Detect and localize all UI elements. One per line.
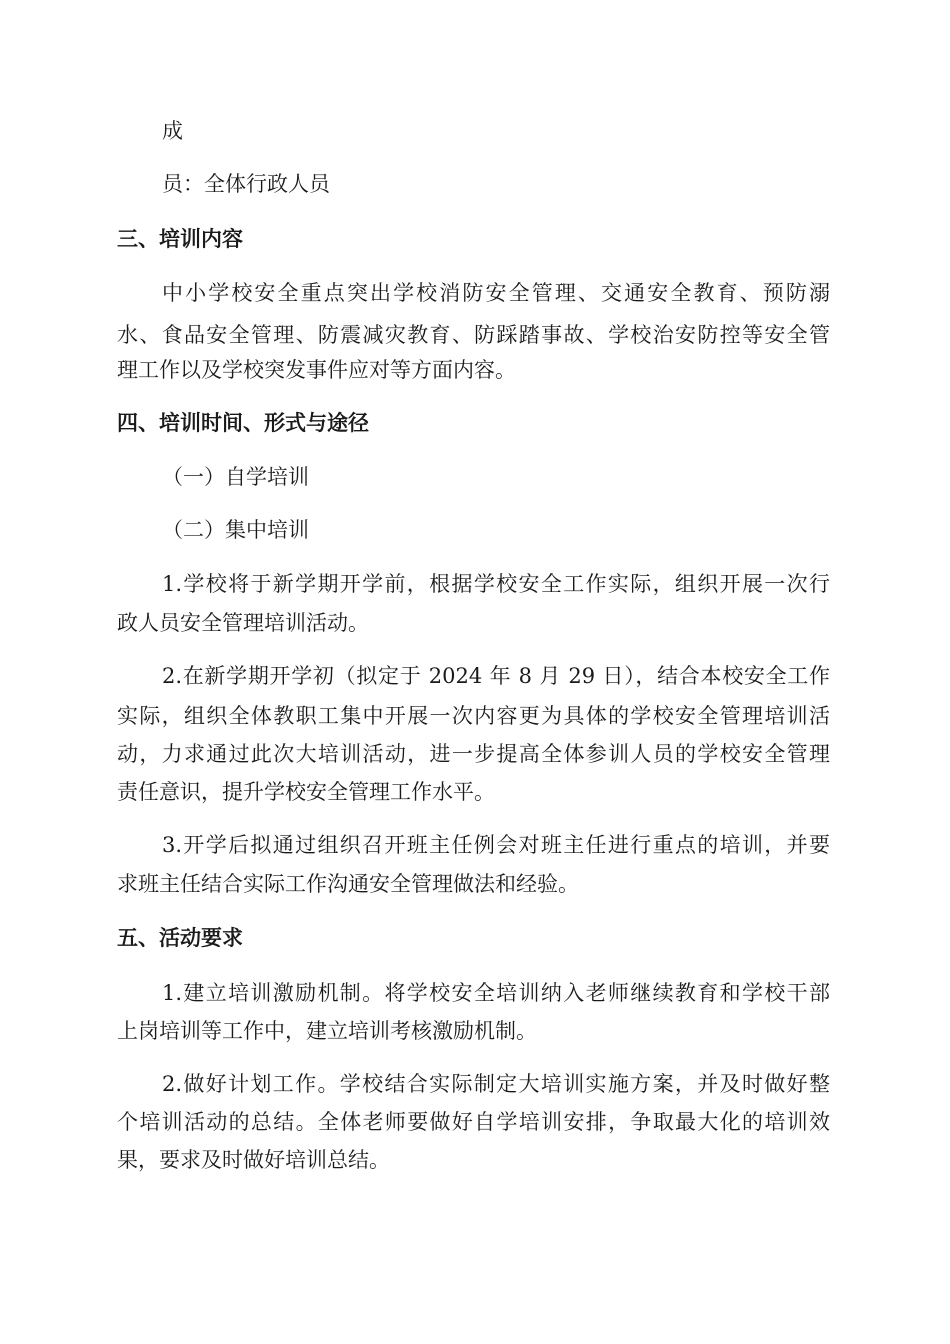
section5-item2-line-2: 个培训活动的总结。全体老师要做好自学培训安排，争取最大化的培训效 [117,1110,830,1134]
section3-line-1: 中小学校安全重点突出学校消防安全管理、交通安全教育、预防溺 [162,281,830,305]
section4-sub2: （二）集中培训 [162,518,309,542]
members-tail-line: 成 [162,119,183,143]
section4-item2-line-4: 责任意识，提升学校安全管理工作水平。 [117,780,495,804]
section4-item2-line-1: 2.在新学期开学初（拟定于 2024 年 8 月 29 日），结合本校安全工作 [162,664,830,688]
section5-heading: 五、活动要求 [117,925,243,950]
section5-item1-line-1: 1.建立培训激励机制。将学校安全培训纳入老师继续教育和学校干部 [162,981,830,1005]
section4-item2-line-3: 动，力求通过此次大培训活动，进一步提高全体参训人员的学校安全管理 [117,742,830,766]
section5-item1-line-2: 上岗培训等工作中，建立培训考核激励机制。 [117,1019,537,1043]
members-line: 员：全体行政人员 [162,172,330,196]
section5-item2-line-3: 果，要求及时做好培训总结。 [117,1148,390,1172]
section4-item3-line-2: 求班主任结合实际工作沟通安全管理做法和经验。 [117,872,579,896]
section4-item3-line-1: 3.开学后拟通过组织召开班主任例会对班主任进行重点的培训，并要 [162,833,830,857]
section5-item2-line-1: 2.做好计划工作。学校结合实际制定大培训实施方案，并及时做好整 [162,1072,830,1096]
section3-line-2: 水、食品安全管理、防震减灾教育、防踩踏事故、学校治安防控等安全管 [117,323,830,347]
section4-heading: 四、培训时间、形式与途径 [117,410,369,435]
section3-heading: 三、培训内容 [117,226,243,251]
section3-line-3: 理工作以及学校突发事件应对等方面内容。 [117,358,516,382]
section4-item1-line-2: 政人员安全管理培训活动。 [117,611,369,635]
section4-item1-line-1: 1.学校将于新学期开学前，根据学校安全工作实际，组织开展一次行 [162,572,830,596]
section4-sub1: （一）自学培训 [162,465,309,489]
section4-item2-line-2: 实际，组织全体教职工集中开展一次内容更为具体的学校安全管理培训活 [117,704,830,728]
